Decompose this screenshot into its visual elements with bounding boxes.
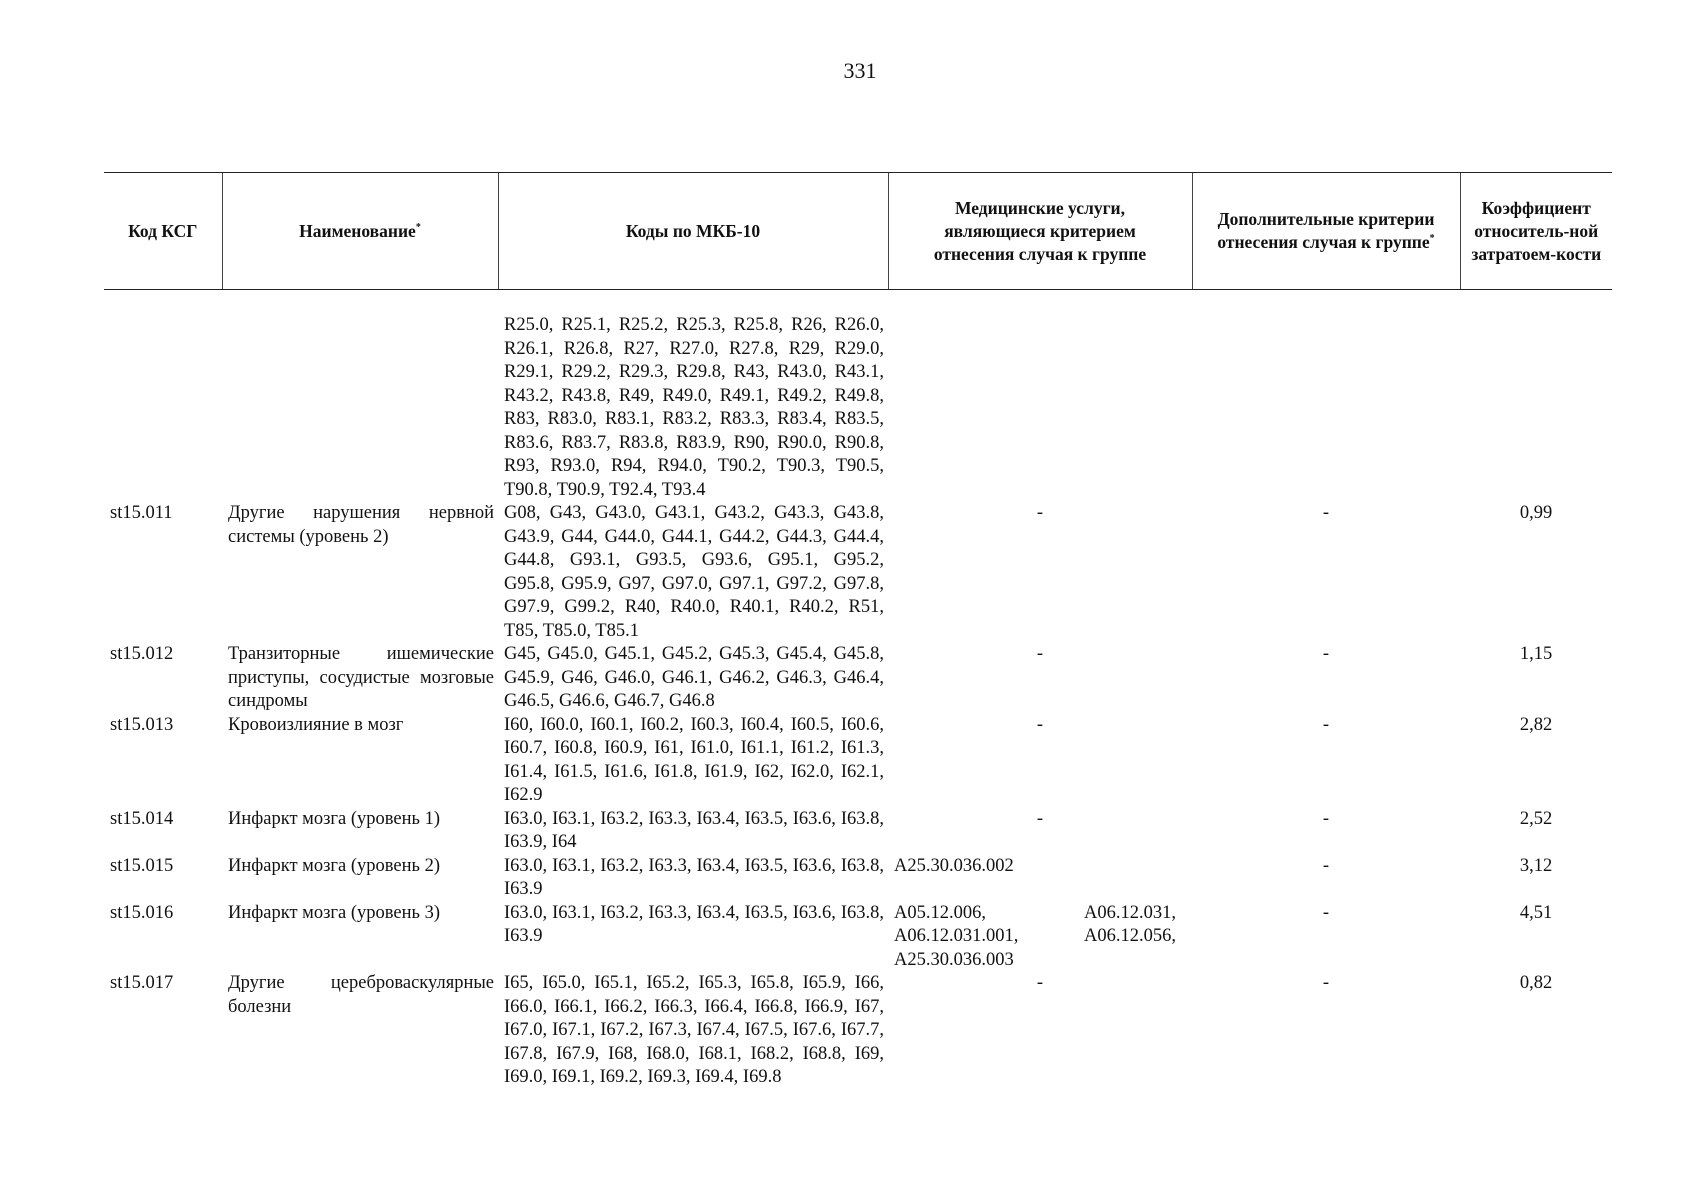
table-row — [104, 714, 1612, 808]
cell-code: st15.015 — [110, 855, 174, 876]
cell-coef: 1,15 — [1519, 644, 1553, 664]
cell-coef: 0,82 — [1519, 973, 1553, 993]
cell-mkb: G45, G45.0, G45.1, G45.2, G45.3, G45.4, G45.8, G45.9, G46, G46.0, G46.1, G46.2, G46.3, G46.4, G46.5, G46.6, G46.7, G46.8 — [504, 644, 884, 711]
cell-services: A25.30.036.002 — [894, 855, 1014, 876]
cell-mkb: G08, G43, G43.0, G43.1, G43.2, G43.3, G43.8, G43.9, G44, G44.0, G44.1, G44.2, G44.3, G44.4, G44.8, G93.1, G93.5, G93.6, G95.1, G95.2, G95.8, G95.9, G97, G97.0, G97.1, G97.2, G97.8, G97.9, G99.2, R40, R40.0, R40.1, R40.2, R51, T85, T85.0, T85.1 — [504, 503, 884, 641]
cell-name: Инфаркт мозга (уровень 1) — [228, 808, 440, 829]
table-row — [104, 808, 1612, 855]
cell-coef: 4,51 — [1519, 902, 1553, 923]
cell-code: st15.012 — [110, 644, 174, 664]
cell-code — [104, 314, 222, 502]
table-row — [104, 502, 1612, 643]
page-number: 331 — [843, 58, 877, 83]
cell-criteria: - — [1322, 808, 1330, 829]
table-row-continuation — [104, 314, 1612, 502]
cell-mkb: I63.0, I63.1, I63.2, I63.3, I63.4, I63.5, I63.6, I63.8, I63.9 — [504, 855, 884, 899]
cell-criteria — [1192, 314, 1460, 502]
cell-coef: 2,82 — [1519, 714, 1553, 735]
cell-name: Инфаркт мозга (уровень 3) — [228, 902, 440, 923]
cell-services: - — [1036, 503, 1044, 523]
header-criteria: Дополнительные критерии отнесения случая к группе* — [1192, 173, 1460, 290]
cell-criteria: - — [1322, 973, 1330, 993]
table-row — [104, 972, 1612, 1090]
cell-name: Другие цереброваскулярные болезни — [228, 973, 494, 1017]
table-header-row — [104, 173, 1612, 290]
table-row — [104, 902, 1612, 973]
cell-code: st15.011 — [110, 503, 173, 523]
cell-services: - — [1036, 644, 1044, 664]
service-code: A06.12.056, — [1084, 926, 1176, 946]
cell-coef: 3,12 — [1519, 855, 1553, 876]
cell-mkb: I63.0, I63.1, I63.2, I63.3, I63.4, I63.5, I63.6, I63.8, I63.9 — [504, 902, 884, 946]
header-name: Наименование* — [222, 173, 498, 290]
cell-coef: 0,99 — [1519, 503, 1553, 523]
services-list — [894, 902, 1186, 973]
cell-services: - — [1036, 808, 1044, 829]
cell-services: - — [1036, 973, 1044, 993]
cell-criteria: - — [1322, 855, 1330, 876]
cell-services — [888, 902, 1192, 973]
cell-name: Транзиторные ишемические приступы, сосудистые мозговые синдромы — [228, 644, 494, 711]
cell-name: Другие нарушения нервной системы (уровень 2) — [228, 503, 494, 547]
cell-services: - — [1036, 714, 1044, 735]
header-code: Код КСГ — [104, 173, 222, 290]
cell-criteria: - — [1322, 644, 1330, 664]
cell-criteria: - — [1322, 902, 1330, 923]
cell-services — [888, 314, 1192, 502]
cell-code: st15.013 — [110, 714, 174, 735]
cell-criteria: - — [1322, 714, 1330, 735]
cell-code: st15.017 — [110, 973, 174, 993]
cell-coef: 2,52 — [1519, 808, 1553, 829]
cell-name — [222, 314, 498, 502]
service-code: A06.12.031, — [1084, 902, 1176, 923]
header-mkb: Коды по МКБ-10 — [498, 173, 888, 290]
cell-mkb: I63.0, I63.1, I63.2, I63.3, I63.4, I63.5, I63.6, I63.8, I63.9, I64 — [504, 808, 884, 852]
services-column — [1084, 902, 1176, 973]
ksg-table — [104, 172, 1612, 1090]
cell-name: Кровоизлияние в мозг — [228, 714, 404, 735]
cell-mkb: I65, I65.0, I65.1, I65.2, I65.3, I65.8, I65.9, I66, I66.0, I66.1, I66.2, I66.3, I66.4, I66.8, I66.9, I67, I67.0, I67.1, I67.2, I67.3, I67.4, I67.5, I67.6, I67.7, I67.8, I67.9, I68, I68.0, I68.1, I68.2, I68.8, I69, I69.0, I69.1, I69.2, I69.3, I69.4, I69.8 — [504, 973, 884, 1087]
cell-code: st15.016 — [110, 902, 174, 923]
cell-mkb: I60, I60.0, I60.1, I60.2, I60.3, I60.4, I60.5, I60.6, I60.7, I60.8, I60.9, I61, I61.0, I61.1, I61.2, I61.3, I61.4, I61.5, I61.6, I61.8, I61.9, I62, I62.0, I62.1, I62.9 — [504, 714, 884, 805]
service-code: A05.12.006, — [894, 902, 986, 923]
header-coef: Коэффициент относитель-ной затратоем-кости — [1460, 173, 1612, 290]
header-services: Медицинские услуги, являющиеся критерием отнесения случая к группе — [888, 173, 1192, 290]
cell-code: st15.014 — [110, 808, 174, 829]
table-row — [104, 855, 1612, 902]
service-code: A06.12.031.001, — [894, 926, 1019, 946]
cell-mkb: R25.0, R25.1, R25.2, R25.3, R25.8, R26, R26.0, R26.1, R26.8, R27, R27.0, R27.8, R29, R29.0, R29.1, R29.2, R29.3, R29.8, R43, R43.0, R43.1, R43.2, R43.8, R49, R49.0, R49.1, R49.2, R49.8, R83, R83.0, R83.1, R83.2, R83.3, R83.4, R83.5, R83.6, R83.7, R83.8, R83.9, R90, R90.0, R90.8, R93, R93.0, R94, R94.0, T90.2, T90.3, T90.5, T90.8, T90.9, T92.4, T93.4 — [504, 315, 884, 500]
cell-name: Инфаркт мозга (уровень 2) — [228, 855, 440, 876]
cell-criteria: - — [1322, 503, 1330, 523]
service-code: A25.30.036.003 — [894, 949, 1014, 970]
spacer-row — [104, 290, 1612, 315]
cell-coef — [1460, 314, 1612, 502]
table-row — [104, 643, 1612, 714]
services-column — [894, 902, 1084, 973]
